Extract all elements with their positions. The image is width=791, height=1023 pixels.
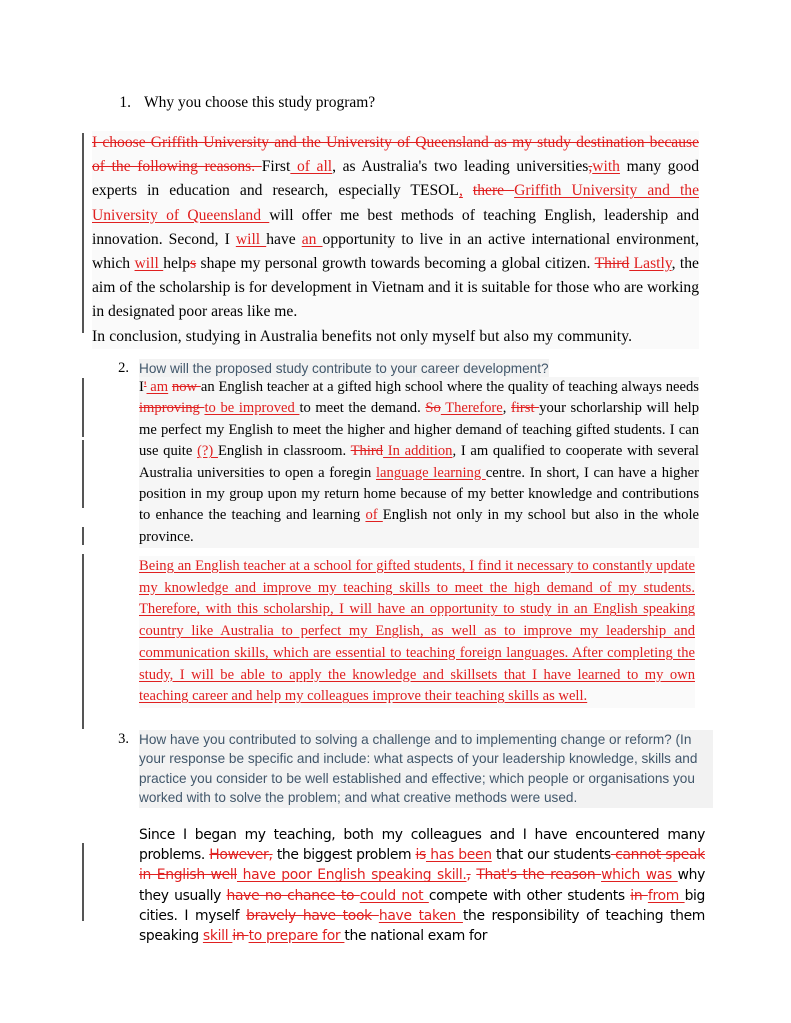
inserted-run: has been <box>425 847 492 864</box>
deleted-run: I choose Griffith University and the University of Queensland as my study destination because of the following reasons. <box>92 134 699 176</box>
deleted-run: improving <box>139 400 205 417</box>
inserted-run: am <box>146 379 169 395</box>
change-bar-answer-2-a <box>82 378 84 437</box>
inserted-run: of all <box>290 158 333 176</box>
text-run: the responsibility of teaching them speaking <box>139 907 705 945</box>
inserted-run: , <box>458 182 463 200</box>
text-run: Since I began my teaching, both my colleagues and I have encountered many problems. <box>139 827 705 864</box>
deleted-run: , <box>588 158 593 176</box>
deleted-run: in <box>630 887 648 904</box>
text-run: English not only in my school but also in the whole province. <box>139 507 699 545</box>
deleted-run: is <box>415 847 426 864</box>
text-run: the biggest problem <box>272 847 416 864</box>
text-run: shape my personal growth towards becoming a global citizen. <box>196 255 595 273</box>
question-3-text: How have you contributed to solving a challenge and to implementing change or reform? (In your response be specific and include: what aspects of your leadership knowledge, skills and practice you consider to be well established and effective; which people or organisations you worked with to solve the problem; and what creative methods were used. <box>139 730 713 808</box>
deleted-run: So <box>425 400 441 417</box>
question-2-row <box>113 359 713 378</box>
deleted-run: first <box>511 400 540 417</box>
text-run: why they usually <box>139 867 706 904</box>
deleted-run: in <box>232 928 249 945</box>
change-bar-answer-2-b <box>82 440 84 508</box>
inserted-run: will <box>134 255 164 273</box>
question-1-number: 1. <box>119 94 131 111</box>
question-3-row <box>113 730 713 808</box>
inserted-run: which was <box>601 867 678 884</box>
text-run: I <box>139 379 144 395</box>
question-2-text: How will the proposed study contribute to your career development? <box>139 359 549 378</box>
answer-1-paragraph <box>92 131 699 349</box>
inserted-run: skill <box>202 928 233 945</box>
text-run: that our students <box>491 847 611 864</box>
inserted-run: (?) <box>197 443 218 460</box>
deleted-run: there <box>472 182 515 200</box>
question-2-number: 2. <box>118 360 129 376</box>
text-run: , I am qualified to cooperate with several Australia universities to open a foregin <box>139 443 699 481</box>
text-run: an English teacher at a gifted high school where the quality of teaching always needs <box>200 379 699 395</box>
inserted-run: Therefore <box>440 400 503 417</box>
text-run: your schorlarship will help me perfect my English to meet the higher and higher demand of teaching gifted students. I can use quite <box>139 400 699 460</box>
question-1-text: Why you choose this study program? <box>144 94 376 111</box>
text-run: many good experts in education and research, especially TESOL <box>92 158 699 200</box>
deleted-run: s <box>190 255 197 273</box>
inserted-run: to prepare for <box>248 928 345 945</box>
deleted-run: bravely have took <box>246 907 379 924</box>
answer-2-paragraph <box>139 377 699 548</box>
answer-1-closing-line: In conclusion, studying in Australia benefits not only myself but also my community. <box>92 327 633 345</box>
text-run: , the aim of the scholarship is for development in Vietnam and it is suitable for those who are working in designated poor areas like me. <box>92 255 699 321</box>
inserted-run: will <box>235 230 267 248</box>
inserted-run: with <box>592 158 620 176</box>
text-run: , as Australia's two leading universities <box>332 158 589 176</box>
text-run: , <box>502 400 512 417</box>
deleted-run: Third <box>594 255 630 273</box>
inserted-run: Griffith University and the University of Queensland <box>92 182 699 224</box>
text-run: compete with other students <box>428 887 631 904</box>
change-bar-answer-3 <box>82 843 84 921</box>
inserted-run: language learning <box>375 464 486 481</box>
deleted-run: cannot speak in English well <box>139 847 705 884</box>
question-3-number: 3. <box>118 731 129 747</box>
inserted-run: could not <box>359 887 429 904</box>
deleted-run: That's the reason <box>476 867 602 884</box>
text-run: the national exam for <box>344 928 488 945</box>
inserted-run: of <box>365 507 383 524</box>
inserted-run: In addition <box>383 443 453 460</box>
question-1-row <box>113 92 713 114</box>
deleted-run: However, <box>209 847 273 864</box>
answer-3-paragraph <box>139 825 705 946</box>
answer-2-inserted-paragraph <box>139 556 695 708</box>
deleted-run: Third <box>350 443 384 460</box>
text-run: will offer me best methods of teaching English, leadership and innovation. Second, I <box>92 206 699 248</box>
text-run: to meet the demand. <box>299 400 426 417</box>
deleted-run: have no chance to <box>226 887 360 904</box>
text-run: have <box>266 230 302 248</box>
deleted-run: ' <box>143 379 147 395</box>
change-bar-answer-2-c <box>82 527 84 545</box>
inserted-run: Being an English teacher at a school for gifted students, I find it necessary to constantly update my knowledge and improve my teaching skills to meet the high demand of my students. Therefore, with this scholarship, I will have an opportunity to study in an English speaking country like Australia to perfect my English, as well as to improve my leadership and communication skills, which are essential to teaching foreign languages. After completing the study, I will be able to apply the knowledge and skillsets that I have learned to my own teaching career and help my colleagues improve their teaching skills as well. <box>139 558 695 705</box>
change-bar-inserted-paragraph <box>82 554 84 729</box>
inserted-run: to be improved <box>204 400 300 417</box>
inserted-run: Lastly <box>629 255 672 273</box>
text-run: big cities. I myself <box>139 887 706 924</box>
text-run <box>463 182 473 199</box>
text-run: English in classroom. <box>217 443 351 460</box>
deleted-run: now <box>171 379 201 395</box>
text-run: centre. In short, I can have a higher position in my group upon my return home because of my better knowledge and contributions to enhance the teaching and learning <box>139 464 699 524</box>
inserted-run: have poor English speaking skill. <box>236 867 467 884</box>
inserted-run: an <box>301 230 323 248</box>
inserted-run: from <box>647 887 685 904</box>
change-bar-paragraph-1 <box>82 133 84 333</box>
text-run: First <box>261 158 291 176</box>
text-run: opportunity to live in an active international environment, which <box>92 230 699 273</box>
inserted-run: have taken <box>378 907 463 924</box>
text-run: help <box>163 255 191 273</box>
deleted-run: , <box>466 867 471 884</box>
